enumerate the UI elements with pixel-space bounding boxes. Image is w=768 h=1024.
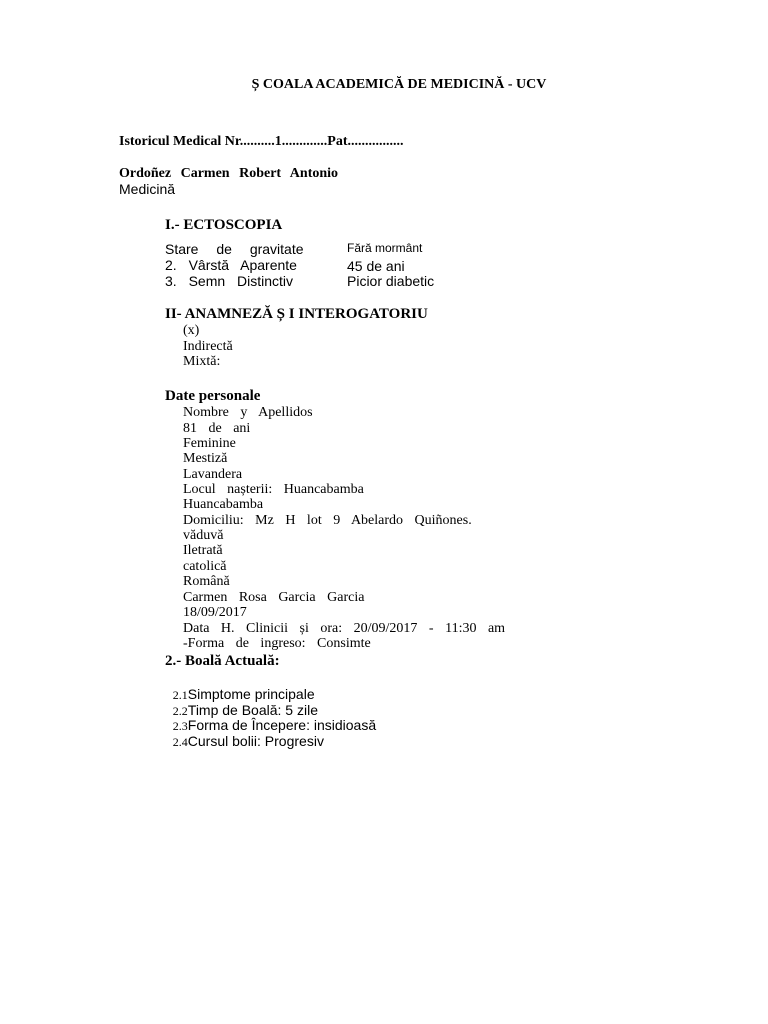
personal-data-item: catolică — [183, 559, 227, 574]
personal-data-item: Domiciliu: Mz H lot 9 Abelardo Quiñones. — [183, 513, 472, 528]
document-title: Ș COALA ACADEMICĂ DE MEDICINĂ - UCV — [251, 77, 547, 92]
personal-data-item: Iletrată — [183, 543, 223, 558]
personal-data-item: Locul nașterii: Huancabamba — [183, 482, 364, 497]
ectoscopia-row-value: 45 de ani — [347, 258, 405, 274]
personal-data-item: Mestiză — [183, 451, 228, 466]
boala-actuala-heading: 2.- Boală Actuală: — [165, 653, 280, 669]
ectoscopia-row-value: Picior diabetic — [347, 273, 435, 289]
department: Medicină — [119, 181, 176, 197]
ectoscopia-row-value: Fără mormânt — [347, 241, 423, 255]
boala-item-text: Simptome principale — [187, 686, 315, 702]
anamneza-heading: II- ANAMNEZĂ Ș I INTEROGATORIU — [165, 306, 428, 322]
ectoscopia-row-label: 2. Vârstă Aparente — [165, 257, 297, 273]
personal-data-item: Huancabamba — [183, 497, 264, 512]
boala-item-number: 2.1 — [172, 688, 188, 702]
personal-data-item: văduvă — [183, 528, 224, 543]
ectoscopia-heading: I.- ECTOSCOPIA — [165, 217, 283, 233]
ectoscopia-row-label: Stare de gravitate — [165, 241, 304, 257]
boala-item-text: Cursul bolii: Progresiv — [187, 733, 324, 749]
history-number-line: Istoricul Medical Nr..........1.............Pat................ — [119, 134, 404, 149]
anamneza-item: Indirectă — [183, 339, 233, 354]
date-personale-heading: Date personale — [165, 388, 261, 404]
personal-data-item: -Forma de ingreso: Consimte — [183, 636, 371, 651]
boala-item-number: 2.4 — [172, 735, 188, 749]
personal-data-item: Nombre y Apellidos — [183, 405, 313, 420]
personal-data-item: Data H. Clinicii și ora: 20/09/2017 - 11:30 am — [183, 621, 506, 636]
boala-item-text: Forma de Începere: insidioasă — [187, 717, 377, 733]
boala-item-text: Timp de Boală: 5 zile — [187, 702, 318, 718]
anamneza-item: Mixtă: — [183, 354, 221, 369]
personal-data-item: Lavandera — [183, 467, 243, 482]
ectoscopia-row-label: 3. Semn Distinctiv — [165, 273, 294, 289]
anamneza-item: (x) — [183, 323, 200, 338]
personal-data-item: Carmen Rosa Garcia Garcia — [183, 590, 365, 605]
boala-item-number: 2.3 — [172, 719, 188, 733]
patient-name: Ordoñez Carmen Robert Antonio — [119, 166, 339, 181]
personal-data-item: Feminine — [183, 436, 236, 451]
personal-data-item: Română — [183, 574, 230, 589]
boala-item — [165, 717, 324, 750]
boala-item-number: 2.2 — [172, 704, 188, 718]
personal-data-item: 81 de ani — [183, 421, 251, 436]
personal-data-item: 18/09/2017 — [183, 605, 247, 620]
